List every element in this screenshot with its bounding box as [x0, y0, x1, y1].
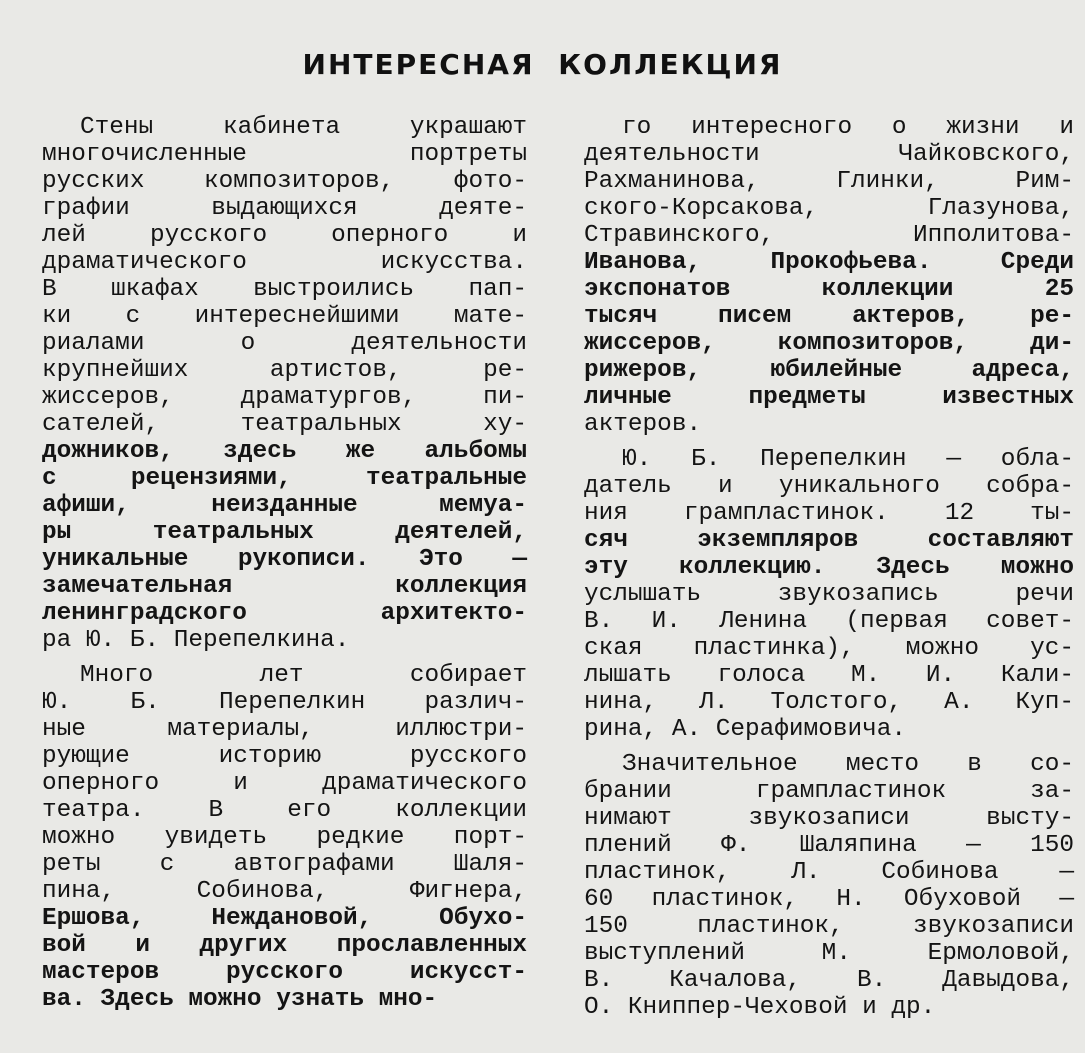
text-line: дожников, здесь же альбомы [42, 438, 527, 465]
text-line: можно увидеть редкие порт- [42, 824, 527, 851]
text-line: реты с автографами Шаля- [42, 851, 527, 878]
text-line: Много лет собирает [80, 662, 527, 689]
paragraph [42, 662, 527, 1013]
text-line: датель и уникального собра- [584, 473, 1074, 500]
text-line: многочисленные портреты [42, 141, 527, 168]
text-line: ры театральных деятелей, [42, 519, 527, 546]
text-line: Стены кабинета украшают [80, 114, 527, 141]
text-line: О. Книппер-Чеховой и др. [584, 994, 936, 1021]
text-line: рующие историю русского [42, 743, 527, 770]
text-line: 150 пластинок, звукозаписи [584, 913, 1074, 940]
text-line: ки с интереснейшими мате- [42, 303, 527, 330]
paragraph [584, 114, 1074, 438]
text-line: рижеров, юбилейные адреса, [584, 357, 1074, 384]
text-line: нимают звукозаписи высту- [584, 805, 1074, 832]
text-line: В. И. Ленина (первая совет- [584, 608, 1074, 635]
text-line: выступлений М. Ермоловой, [584, 940, 1074, 967]
text-line: нина, Л. Толстого, А. Куп- [584, 689, 1074, 716]
text-line: оперного и драматического [42, 770, 527, 797]
text-line: мастеров русского искусст- [42, 959, 527, 986]
text-line: ленинградского архитекто- [42, 600, 527, 627]
text-line: драматического искусства. [42, 249, 527, 276]
paragraph [42, 114, 527, 654]
text-line: 60 пластинок, Н. Обуховой — [584, 886, 1074, 913]
text-line: деятельности Чайковского, [584, 141, 1074, 168]
text-line: эту коллекцию. Здесь можно [584, 554, 1074, 581]
text-line: брании грампластинок за- [584, 778, 1074, 805]
text-line: экспонатов коллекции 25 [584, 276, 1074, 303]
text-line: Значительное место в со- [622, 751, 1074, 778]
text-line: Рахманинова, Глинки, Рим- [584, 168, 1074, 195]
text-line: афиши, неизданные мемуа- [42, 492, 527, 519]
text-line: Иванова, Прокофьева. Среди [584, 249, 1074, 276]
text-line: сателей, театральных ху- [42, 411, 527, 438]
text-line: вой и других прославленных [42, 932, 527, 959]
text-line: графии выдающихся деяте- [42, 195, 527, 222]
text-line: услышать звукозапись речи [584, 581, 1074, 608]
text-line: Стравинского, Ипполитова- [584, 222, 1074, 249]
text-line: ского-Корсакова, Глазунова, [584, 195, 1074, 222]
text-line: ния грампластинок. 12 ты- [584, 500, 1074, 527]
paragraph [584, 446, 1074, 743]
text-line: рина, А. Серафимовича. [584, 716, 907, 743]
paragraph [584, 751, 1074, 1021]
text-line: замечательная коллекция [42, 573, 527, 600]
text-line: пина, Собинова, Фигнера, [42, 878, 527, 905]
text-line: лей русского оперного и [42, 222, 527, 249]
text-line: актеров. [584, 411, 702, 438]
text-line: го интересного о жизни и [622, 114, 1074, 141]
text-line: риалами о деятельности [42, 330, 527, 357]
text-line: Ю. Б. Перепелкин — обла- [622, 446, 1074, 473]
text-line: с рецензиями, театральные [42, 465, 527, 492]
text-line: плений Ф. Шаляпина — 150 [584, 832, 1074, 859]
text-line: Ю. Б. Перепелкин различ- [42, 689, 527, 716]
right-column [584, 114, 1074, 1021]
text-line: жиссеров, драматургов, пи- [42, 384, 527, 411]
text-line: ные материалы, иллюстри- [42, 716, 527, 743]
text-line: уникальные рукописи. Это — [42, 546, 527, 573]
text-line: лышать голоса М. И. Кали- [584, 662, 1074, 689]
text-line: ра Ю. Б. Перепелкина. [42, 627, 350, 654]
text-line: крупнейших артистов, ре- [42, 357, 527, 384]
text-line: В. Качалова, В. Давыдова, [584, 967, 1074, 994]
left-column [42, 114, 527, 1013]
text-line: пластинок, Л. Собинова — [584, 859, 1074, 886]
text-line: ская пластинка), можно ус- [584, 635, 1074, 662]
text-line: личные предметы известных [584, 384, 1074, 411]
text-line: русских композиторов, фото- [42, 168, 527, 195]
article-title: ИНТЕРЕСНАЯ КОЛЛЕКЦИЯ [302, 48, 783, 81]
text-line: ва. Здесь можно узнать мно- [42, 986, 438, 1013]
text-line: сяч экземпляров составляют [584, 527, 1074, 554]
text-line: жиссеров, композиторов, ди- [584, 330, 1074, 357]
text-line: театра. В его коллекции [42, 797, 527, 824]
text-line: Ершова, Неждановой, Обухо- [42, 905, 527, 932]
text-line: тысяч писем актеров, ре- [584, 303, 1074, 330]
text-line: В шкафах выстроились пап- [42, 276, 527, 303]
